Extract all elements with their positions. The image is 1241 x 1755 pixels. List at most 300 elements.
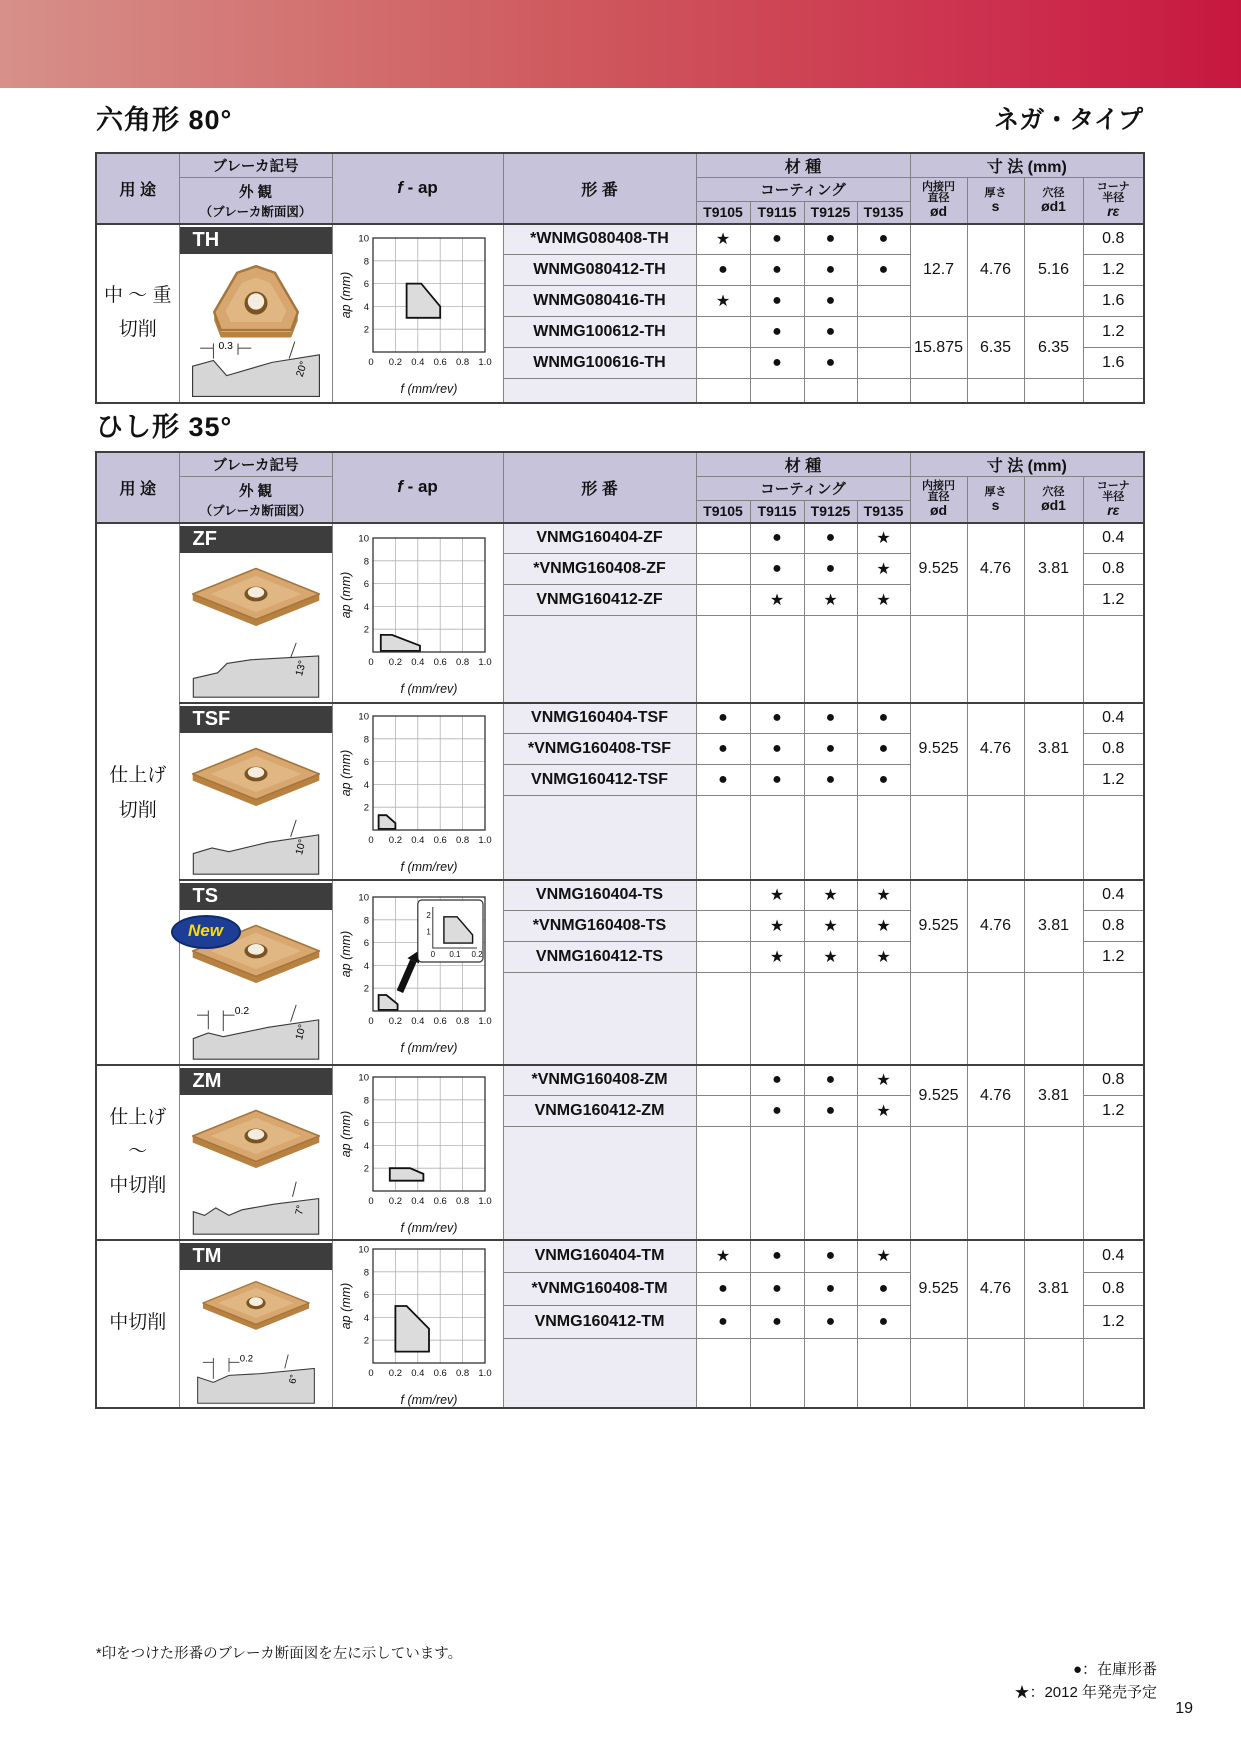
col-header-usage: 用 途 bbox=[96, 153, 179, 224]
col-header-thickness: 厚さ s bbox=[967, 477, 1024, 523]
svg-text:8: 8 bbox=[363, 256, 369, 268]
svg-text:10: 10 bbox=[357, 533, 369, 544]
insert-photo-vnmg bbox=[182, 737, 330, 811]
svg-text:8: 8 bbox=[363, 734, 369, 746]
coating-mark: ● bbox=[804, 765, 857, 796]
coating-mark: ★ bbox=[857, 942, 910, 973]
dim-corner-radius: 0.8 bbox=[1083, 554, 1144, 585]
svg-text:4: 4 bbox=[363, 779, 369, 791]
coating-mark: ● bbox=[750, 1240, 804, 1273]
coating-mark bbox=[696, 880, 750, 911]
svg-text:f (mm/rev): f (mm/rev) bbox=[400, 1221, 457, 1235]
dim-corner-radius: 1.2 bbox=[1083, 765, 1144, 796]
col-header-appearance: 外 観 （ブレーカ断面図） bbox=[179, 178, 332, 224]
svg-text:0.6: 0.6 bbox=[433, 1016, 447, 1027]
dim-corner-radius: 1.6 bbox=[1083, 348, 1144, 379]
model-cell: VNMG160404-TSF bbox=[503, 703, 696, 734]
dim-inscribed: 9.525 bbox=[910, 1240, 967, 1339]
coating-mark: ● bbox=[750, 1065, 804, 1096]
dim-corner-radius: 0.8 bbox=[1083, 734, 1144, 765]
coating-mark: ● bbox=[804, 554, 857, 585]
coating-mark: ● bbox=[750, 317, 804, 348]
svg-text:4: 4 bbox=[363, 1312, 369, 1324]
coating-mark: ● bbox=[696, 255, 750, 286]
svg-text:0.8: 0.8 bbox=[455, 656, 469, 668]
legend-planned: ★：2012 年発売予定 bbox=[1014, 1684, 1157, 1702]
svg-text:7°: 7° bbox=[293, 1203, 307, 1216]
rhombic-35-table bbox=[95, 451, 1145, 1409]
col-header-dims: 寸 法 (mm) bbox=[910, 452, 1144, 477]
coating-mark: ★ bbox=[857, 585, 910, 616]
svg-text:0.6: 0.6 bbox=[433, 656, 447, 668]
fap-chart-cell-ts bbox=[332, 880, 503, 1065]
dim-corner-radius: 0.4 bbox=[1083, 703, 1144, 734]
svg-text:ap (mm): ap (mm) bbox=[338, 930, 353, 978]
svg-text:8: 8 bbox=[363, 1095, 369, 1107]
usage-finishing: 仕上げ 切削 bbox=[96, 523, 179, 1065]
dim-thickness: 6.35 bbox=[967, 317, 1024, 379]
dim-corner-radius: 1.2 bbox=[1083, 1305, 1144, 1338]
hexagon-80-table bbox=[95, 152, 1145, 404]
svg-text:8: 8 bbox=[363, 915, 369, 927]
model-cell: VNMG160412-TM bbox=[503, 1305, 696, 1338]
coating-mark: ● bbox=[857, 703, 910, 734]
svg-text:0.8: 0.8 bbox=[455, 835, 469, 846]
grade-t9125: T9125 bbox=[804, 202, 857, 224]
coating-mark: ★ bbox=[696, 286, 750, 317]
dim-thickness: 4.76 bbox=[967, 523, 1024, 616]
svg-text:1.0: 1.0 bbox=[477, 357, 492, 368]
col-header-fap: f - ap bbox=[332, 452, 503, 523]
dim-hole: 5.16 bbox=[1024, 224, 1083, 317]
svg-text:10: 10 bbox=[357, 233, 369, 245]
svg-text:2: 2 bbox=[363, 802, 369, 814]
svg-text:ap (mm): ap (mm) bbox=[338, 271, 353, 319]
dim-inscribed: 12.7 bbox=[910, 224, 967, 317]
svg-text:4: 4 bbox=[363, 601, 369, 613]
coating-mark bbox=[696, 523, 750, 554]
dim-corner-radius: 0.4 bbox=[1083, 1240, 1144, 1273]
svg-text:6°: 6° bbox=[286, 1373, 300, 1385]
coating-mark: ● bbox=[804, 286, 857, 317]
svg-text:10: 10 bbox=[357, 1244, 369, 1255]
svg-text:2: 2 bbox=[363, 324, 369, 336]
col-header-corner-radius: コーナ 半径 rε bbox=[1083, 477, 1144, 523]
coating-mark: ● bbox=[804, 523, 857, 554]
svg-text:0.4: 0.4 bbox=[410, 357, 424, 368]
nega-type-label: ネガ・タイプ bbox=[994, 106, 1143, 134]
fap-chart-cell-th bbox=[332, 224, 503, 403]
usage-finishing-medium: 仕上げ 〜 中切削 bbox=[96, 1065, 179, 1240]
col-header-model: 形 番 bbox=[503, 452, 696, 523]
dim-corner-radius: 0.4 bbox=[1083, 523, 1144, 554]
svg-text:ap (mm): ap (mm) bbox=[338, 571, 353, 618]
breaker-label-zm: ZM bbox=[180, 1068, 332, 1095]
coating-mark: ● bbox=[750, 703, 804, 734]
svg-text:0.6: 0.6 bbox=[433, 1367, 447, 1379]
svg-text:0.4: 0.4 bbox=[410, 656, 424, 668]
coating-mark: ★ bbox=[750, 585, 804, 616]
table-row bbox=[96, 880, 1144, 911]
model-cell: VNMG160404-TS bbox=[503, 880, 696, 911]
legend-stock: ●：在庫形番 bbox=[1072, 1661, 1157, 1678]
fap-chart-cell-zm bbox=[332, 1065, 503, 1240]
svg-text:0: 0 bbox=[367, 835, 374, 846]
svg-text:10°: 10° bbox=[293, 837, 309, 856]
col-header-coating: コーティング bbox=[696, 477, 910, 501]
insert-photo-vnmg bbox=[186, 1272, 326, 1334]
breaker-label-tsf: TSF bbox=[180, 706, 332, 733]
dim-thickness: 4.76 bbox=[967, 1065, 1024, 1127]
grade-t9125: T9125 bbox=[804, 501, 857, 523]
dim-corner-radius: 1.2 bbox=[1083, 317, 1144, 348]
svg-text:0.2: 0.2 bbox=[388, 1196, 402, 1207]
dim-hole: 3.81 bbox=[1024, 880, 1083, 973]
col-header-hole-dia: 穴径 ød1 bbox=[1024, 178, 1083, 224]
grade-t9135: T9135 bbox=[857, 202, 910, 224]
svg-text:0.2: 0.2 bbox=[239, 1352, 253, 1364]
coating-mark bbox=[696, 911, 750, 942]
col-header-material: 材 種 bbox=[696, 452, 910, 477]
coating-mark bbox=[696, 1096, 750, 1127]
breaker-cell-ts bbox=[179, 880, 332, 1065]
coating-mark: ● bbox=[750, 1272, 804, 1305]
model-cell: WNMG100612-TH bbox=[503, 317, 696, 348]
coating-mark: ● bbox=[857, 734, 910, 765]
svg-text:8: 8 bbox=[363, 555, 369, 567]
svg-text:1.0: 1.0 bbox=[477, 656, 492, 668]
svg-text:4: 4 bbox=[363, 301, 369, 313]
svg-text:0.2: 0.2 bbox=[470, 950, 483, 959]
model-cell: WNMG100616-TH bbox=[503, 348, 696, 379]
fap-chart-tsf bbox=[333, 708, 503, 874]
svg-text:1: 1 bbox=[425, 927, 431, 937]
dim-hole: 3.81 bbox=[1024, 523, 1083, 616]
col-header-corner-radius: コーナ 半径 rε bbox=[1083, 178, 1144, 224]
section-title-hexagon: 六角形 80° bbox=[96, 105, 233, 135]
coating-mark: ● bbox=[804, 734, 857, 765]
coating-mark: ● bbox=[804, 317, 857, 348]
breaker-cell-zf bbox=[179, 523, 332, 703]
table-row bbox=[96, 703, 1144, 734]
grade-t9105: T9105 bbox=[696, 501, 750, 523]
svg-text:0.4: 0.4 bbox=[410, 1016, 424, 1027]
breaker-cross-section-zf bbox=[185, 641, 327, 699]
coating-mark: ● bbox=[857, 1305, 910, 1338]
grade-t9135: T9135 bbox=[857, 501, 910, 523]
fap-chart-cell-zf bbox=[332, 523, 503, 703]
fap-chart-th bbox=[333, 230, 503, 396]
dim-thickness: 4.76 bbox=[967, 703, 1024, 796]
coating-mark: ● bbox=[750, 1305, 804, 1338]
dim-hole: 6.35 bbox=[1024, 317, 1083, 379]
coating-mark: ● bbox=[750, 286, 804, 317]
coating-mark: ● bbox=[804, 1305, 857, 1338]
breaker-cell-th bbox=[179, 224, 332, 403]
coating-mark: ● bbox=[750, 523, 804, 554]
coating-mark: ★ bbox=[750, 911, 804, 942]
coating-mark bbox=[696, 942, 750, 973]
dim-corner-radius: 0.8 bbox=[1083, 224, 1144, 255]
header-row-1 bbox=[96, 153, 1144, 178]
insert-photo-vnmg bbox=[182, 1099, 330, 1173]
svg-text:0: 0 bbox=[430, 950, 435, 959]
dim-inscribed: 9.525 bbox=[910, 523, 967, 616]
breaker-cell-tsf bbox=[179, 703, 332, 880]
svg-text:f (mm/rev): f (mm/rev) bbox=[400, 1041, 457, 1055]
dim-inscribed: 9.525 bbox=[910, 1065, 967, 1127]
coating-mark: ● bbox=[857, 765, 910, 796]
coating-mark: ● bbox=[857, 1272, 910, 1305]
dim-thickness: 4.76 bbox=[967, 224, 1024, 317]
insert-photo-vnmg bbox=[182, 557, 330, 631]
svg-text:0.2: 0.2 bbox=[388, 835, 402, 846]
svg-text:0.6: 0.6 bbox=[433, 357, 447, 368]
coating-mark: ★ bbox=[857, 1096, 910, 1127]
dim-corner-radius: 1.2 bbox=[1083, 585, 1144, 616]
svg-text:4: 4 bbox=[363, 1140, 369, 1152]
coating-mark: ● bbox=[696, 734, 750, 765]
coating-mark: ● bbox=[857, 255, 910, 286]
svg-text:1.0: 1.0 bbox=[477, 835, 492, 846]
fap-chart-cell-tsf bbox=[332, 703, 503, 880]
svg-text:0.8: 0.8 bbox=[455, 1016, 469, 1027]
page-number: 19 bbox=[1175, 1700, 1193, 1717]
col-header-thickness: 厚さ s bbox=[967, 178, 1024, 224]
legend bbox=[1014, 1658, 1157, 1705]
usage-medium: 中切削 bbox=[96, 1240, 179, 1408]
coating-mark bbox=[857, 348, 910, 379]
dim-corner-radius: 0.8 bbox=[1083, 1065, 1144, 1096]
svg-text:0.2: 0.2 bbox=[388, 1367, 402, 1379]
usage-medium-heavy: 中 〜 重 切削 bbox=[96, 224, 179, 403]
svg-text:2: 2 bbox=[363, 1163, 369, 1175]
fap-chart-zm bbox=[333, 1069, 503, 1235]
breaker-cell-zm bbox=[179, 1065, 332, 1240]
coating-mark: ★ bbox=[857, 1065, 910, 1096]
svg-text:10°: 10° bbox=[293, 1022, 309, 1041]
coating-mark: ● bbox=[750, 224, 804, 255]
breaker-label-zf: ZF bbox=[180, 526, 332, 553]
svg-text:0.4: 0.4 bbox=[410, 835, 424, 846]
model-cell: *VNMG160408-TSF bbox=[503, 734, 696, 765]
coating-mark: ● bbox=[750, 734, 804, 765]
fap-chart-cell-tm bbox=[332, 1240, 503, 1408]
model-cell: WNMG080412-TH bbox=[503, 255, 696, 286]
svg-text:f (mm/rev): f (mm/rev) bbox=[400, 681, 457, 696]
coating-mark: ● bbox=[750, 554, 804, 585]
svg-text:ap (mm): ap (mm) bbox=[338, 749, 353, 797]
dim-inscribed: 15.875 bbox=[910, 317, 967, 379]
coating-mark: ● bbox=[804, 1065, 857, 1096]
dim-corner-radius: 1.2 bbox=[1083, 942, 1144, 973]
dim-corner-radius: 0.8 bbox=[1083, 1272, 1144, 1305]
coating-mark: ● bbox=[750, 1096, 804, 1127]
svg-text:6: 6 bbox=[363, 578, 369, 590]
model-cell: *VNMG160408-ZM bbox=[503, 1065, 696, 1096]
model-cell: VNMG160412-TSF bbox=[503, 765, 696, 796]
breaker-cross-section-ts bbox=[185, 1003, 327, 1061]
breaker-cross-section-tsf bbox=[185, 818, 327, 876]
svg-text:6: 6 bbox=[363, 757, 369, 769]
coating-mark: ● bbox=[804, 224, 857, 255]
svg-text:10: 10 bbox=[357, 1072, 369, 1084]
breaker-cell-tm bbox=[179, 1240, 332, 1408]
coating-mark: ★ bbox=[696, 224, 750, 255]
coating-mark: ★ bbox=[804, 911, 857, 942]
svg-text:f (mm/rev): f (mm/rev) bbox=[400, 382, 457, 396]
col-header-material: 材 種 bbox=[696, 153, 910, 178]
model-cell: VNMG160404-TM bbox=[503, 1240, 696, 1273]
coating-mark: ★ bbox=[804, 585, 857, 616]
svg-text:2: 2 bbox=[363, 983, 369, 995]
dim-hole: 3.81 bbox=[1024, 1065, 1083, 1127]
svg-text:20°: 20° bbox=[294, 359, 310, 378]
coating-mark: ★ bbox=[750, 880, 804, 911]
model-cell: *VNMG160408-TS bbox=[503, 911, 696, 942]
dim-inscribed: 9.525 bbox=[910, 703, 967, 796]
dim-thickness: 4.76 bbox=[967, 1240, 1024, 1339]
coating-mark: ● bbox=[804, 255, 857, 286]
breaker-cross-section-tm bbox=[188, 1351, 324, 1405]
coating-mark bbox=[696, 348, 750, 379]
coating-mark: ● bbox=[804, 1096, 857, 1127]
svg-text:1.0: 1.0 bbox=[477, 1016, 492, 1027]
section-title-rhombic: ひし形 35° bbox=[96, 412, 233, 442]
svg-text:0.6: 0.6 bbox=[433, 1196, 447, 1207]
svg-text:10: 10 bbox=[357, 711, 369, 723]
svg-text:0.2: 0.2 bbox=[234, 1005, 249, 1017]
coating-mark: ★ bbox=[857, 523, 910, 554]
svg-text:0.2: 0.2 bbox=[388, 357, 402, 368]
coating-mark: ● bbox=[696, 765, 750, 796]
svg-text:1.0: 1.0 bbox=[477, 1367, 492, 1379]
footnote: *印をつけた形番のブレーカ断面図を左に示しています。 bbox=[96, 1646, 463, 1662]
grade-t9115: T9115 bbox=[750, 202, 804, 224]
coating-mark: ● bbox=[804, 348, 857, 379]
breaker-cross-section-th bbox=[185, 339, 327, 399]
model-cell: VNMG160412-ZF bbox=[503, 585, 696, 616]
model-cell: *WNMG080408-TH bbox=[503, 224, 696, 255]
coating-mark bbox=[696, 317, 750, 348]
col-header-dims: 寸 法 (mm) bbox=[910, 153, 1144, 178]
svg-text:f (mm/rev): f (mm/rev) bbox=[400, 1392, 457, 1407]
breaker-cross-section-zm bbox=[185, 1178, 327, 1236]
coating-mark bbox=[857, 286, 910, 317]
coating-mark bbox=[696, 554, 750, 585]
grade-t9115: T9115 bbox=[750, 501, 804, 523]
coating-mark: ● bbox=[750, 348, 804, 379]
coating-mark bbox=[696, 1065, 750, 1096]
breaker-label-tm: TM bbox=[180, 1243, 332, 1270]
col-header-inscribed-dia: 内接円 直径 ød bbox=[910, 477, 967, 523]
coating-mark: ● bbox=[696, 1305, 750, 1338]
svg-text:0: 0 bbox=[367, 1367, 374, 1379]
new-badge: New bbox=[171, 915, 241, 949]
grade-t9105: T9105 bbox=[696, 202, 750, 224]
coating-mark: ● bbox=[750, 255, 804, 286]
model-cell: VNMG160412-ZM bbox=[503, 1096, 696, 1127]
svg-text:0.6: 0.6 bbox=[433, 835, 447, 846]
coating-mark: ● bbox=[804, 703, 857, 734]
breaker-label-th: TH bbox=[180, 227, 332, 254]
svg-text:2: 2 bbox=[363, 1335, 369, 1347]
coating-mark: ★ bbox=[857, 1240, 910, 1273]
svg-text:0: 0 bbox=[367, 1196, 374, 1207]
svg-text:0.2: 0.2 bbox=[388, 656, 402, 668]
col-header-inscribed-dia: 内接円 直径 ød bbox=[910, 178, 967, 224]
dim-inscribed: 9.525 bbox=[910, 880, 967, 973]
svg-text:6: 6 bbox=[363, 1118, 369, 1130]
coating-mark: ★ bbox=[804, 942, 857, 973]
insert-photo-wnmg bbox=[192, 258, 320, 340]
svg-text:10: 10 bbox=[357, 892, 369, 904]
dim-corner-radius: 0.4 bbox=[1083, 880, 1144, 911]
svg-text:6: 6 bbox=[363, 279, 369, 291]
col-header-coating: コーティング bbox=[696, 178, 910, 202]
dim-hole: 3.81 bbox=[1024, 703, 1083, 796]
coating-mark: ● bbox=[750, 765, 804, 796]
coating-mark: ★ bbox=[750, 942, 804, 973]
svg-text:1.0: 1.0 bbox=[477, 1196, 492, 1207]
table-row bbox=[96, 224, 1144, 255]
svg-text:8: 8 bbox=[363, 1266, 369, 1278]
header-row-1 bbox=[96, 452, 1144, 477]
svg-text:0.3: 0.3 bbox=[217, 340, 233, 352]
svg-text:ap (mm): ap (mm) bbox=[338, 1110, 353, 1158]
col-header-usage: 用 途 bbox=[96, 452, 179, 523]
svg-text:0.4: 0.4 bbox=[410, 1367, 424, 1379]
coating-mark bbox=[857, 317, 910, 348]
model-cell: *VNMG160408-TM bbox=[503, 1272, 696, 1305]
svg-text:0: 0 bbox=[367, 1016, 374, 1027]
top-banner bbox=[0, 0, 1241, 88]
table-row bbox=[96, 1240, 1144, 1273]
svg-text:0: 0 bbox=[367, 656, 374, 668]
fap-chart-zf bbox=[333, 530, 503, 696]
coating-mark: ● bbox=[804, 1272, 857, 1305]
svg-text:0.1: 0.1 bbox=[448, 950, 460, 959]
svg-text:0.2: 0.2 bbox=[388, 1016, 402, 1027]
coating-mark bbox=[696, 585, 750, 616]
model-cell: *VNMG160408-ZF bbox=[503, 554, 696, 585]
dim-corner-radius: 1.6 bbox=[1083, 286, 1144, 317]
svg-text:4: 4 bbox=[363, 960, 369, 972]
model-cell: VNMG160404-ZF bbox=[503, 523, 696, 554]
svg-text:ap (mm): ap (mm) bbox=[338, 1282, 353, 1329]
coating-mark: ● bbox=[696, 703, 750, 734]
table-row bbox=[96, 523, 1144, 554]
dim-corner-radius: 1.2 bbox=[1083, 1096, 1144, 1127]
table-row bbox=[96, 1065, 1144, 1096]
dim-corner-radius: 1.2 bbox=[1083, 255, 1144, 286]
coating-mark: ★ bbox=[857, 554, 910, 585]
coating-mark: ★ bbox=[857, 880, 910, 911]
fap-chart-tm bbox=[333, 1241, 503, 1407]
coating-mark: ● bbox=[857, 224, 910, 255]
dim-corner-radius: 0.8 bbox=[1083, 911, 1144, 942]
svg-text:0.8: 0.8 bbox=[455, 357, 469, 368]
svg-text:6: 6 bbox=[363, 938, 369, 950]
col-header-hole-dia: 穴径 ød1 bbox=[1024, 477, 1083, 523]
fap-chart-ts bbox=[333, 889, 503, 1055]
coating-mark: ★ bbox=[804, 880, 857, 911]
coating-mark: ● bbox=[696, 1272, 750, 1305]
col-header-model: 形 番 bbox=[503, 153, 696, 224]
col-header-breaker: ブレーカ記号 bbox=[179, 452, 332, 477]
svg-text:2: 2 bbox=[363, 624, 369, 636]
svg-text:0.8: 0.8 bbox=[455, 1367, 469, 1379]
